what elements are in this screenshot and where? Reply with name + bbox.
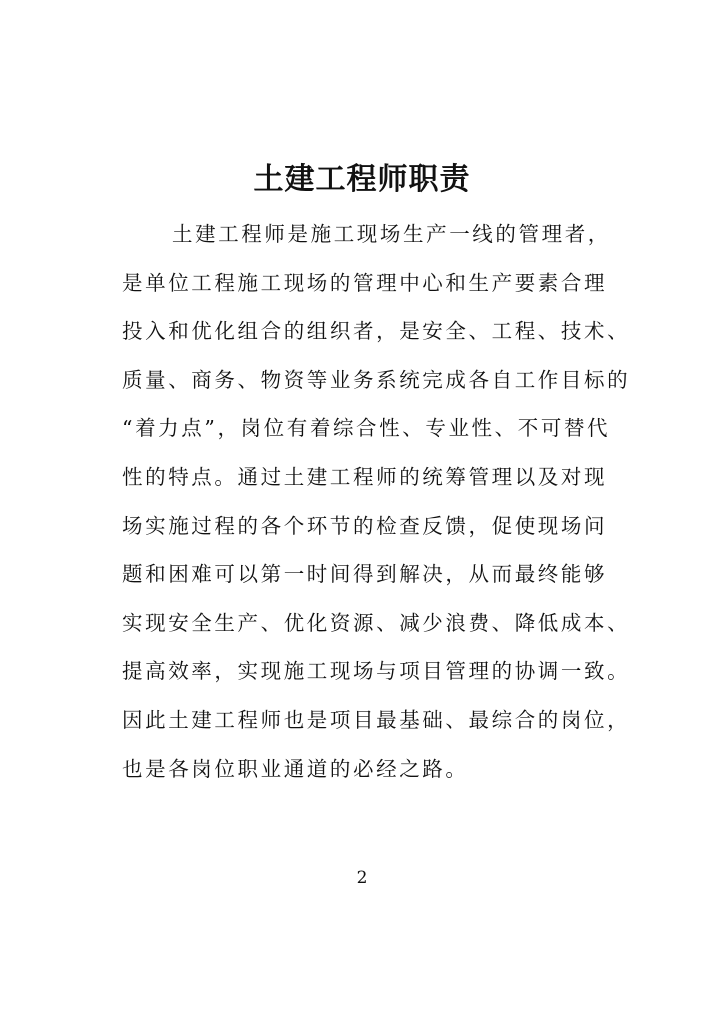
paragraph-line: 场实施过程的各个环节的检查反馈，促使现场问 <box>122 513 608 538</box>
paragraph-line: 是单位工程施工现场的管理中心和生产要素合理 <box>122 270 608 295</box>
paragraph-line: 题和困难可以第一时间得到解决，从而最终能够 <box>122 562 608 587</box>
paragraph-line: 因此土建工程师也是项目最基础、最综合的岗位， <box>122 707 631 732</box>
paragraph-line: 投入和优化组合的组织者，是安全、工程、技术、 <box>122 319 631 344</box>
paragraph-line: 土建工程师是施工现场生产一线的管理者， <box>172 222 611 246</box>
paragraph-line: 性的特点。通过土建工程师的统筹管理以及对现 <box>122 464 608 489</box>
paragraph-line: “着力点”，岗位有着综合性、专业性、不可替代 <box>122 416 611 441</box>
paragraph-line: 也是各岗位职业通道的必经之路。 <box>122 756 469 781</box>
paragraph-line: 提高效率，实现施工现场与项目管理的协调一致。 <box>122 659 631 684</box>
page-title: 土建工程师职责 <box>253 162 471 197</box>
body-paragraph <box>122 214 631 797</box>
paragraph-line: 质量、商务、物资等业务系统完成各自工作目标的 <box>122 367 631 392</box>
page-number: 2 <box>356 868 368 888</box>
paragraph-line: 实现安全生产、优化资源、减少浪费、降低成本、 <box>122 610 631 635</box>
